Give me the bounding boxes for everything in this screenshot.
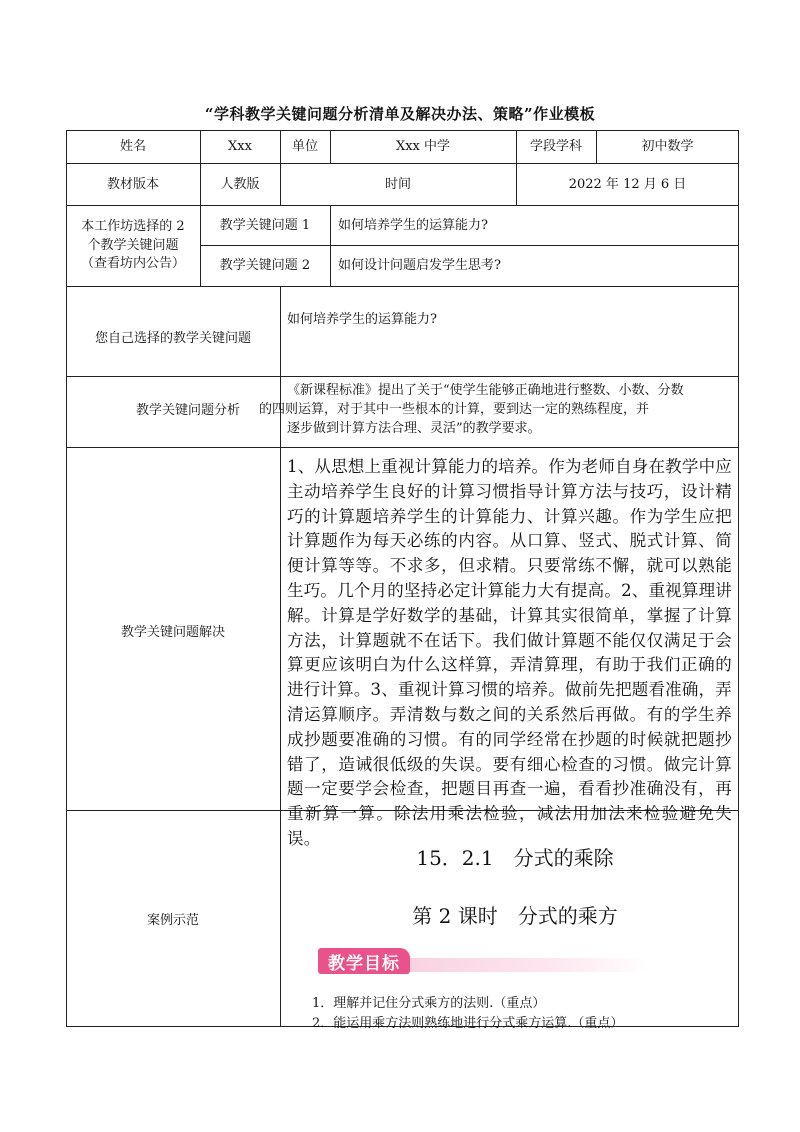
solution-label: 教学关键问题解决 (120, 624, 225, 640)
row-divider (66, 447, 739, 448)
analysis-line: 逐步做到计算方法合理、灵活”的教学要求。 (287, 421, 541, 436)
time-value: 2022 年 12 月 6 日 (568, 176, 687, 192)
name-value: Xxx (228, 138, 252, 154)
analysis-line: 的四则运算，对于其中一些根本的计算，要到达一定的熟练程度，并 (259, 402, 650, 417)
solution-text: 1、从思想上重视计算能力的培养。作为老师自身在教学中应主动培养学生良好的计算习惯指导计算方法与技巧，设计精巧的计算题培养学生的计算能力、计算兴趣。作为学生应把计算题作为每天必练的内容。从口算、竖式、脱式计算、简便计算等等。不求多，但求精。只要常练不懈，就可以熟能生巧。几个月的坚持必定计算能力大有提高。2、重视算理讲解。计算是学好数学的基础，计算其实很简单，掌握了计算方法，计算题就不在话下。我们做计算题不能仅仅满足于会算更应该明白为什么这样算，弄清算理，有助于我们正确的进行计算。3、重视计算习惯的培养。做前先把题看准确，弄清运算顺序。弄清数与数之间的关系然后再做。有的学生养成抄题要准确的习惯。有的同学经常在抄题的时候就把题抄错了，造诫很低级的失误。要有细心检查的习惯。做完计算题一定要学会检查，把题目再查一遍，看看抄准确没有，再重新算一算。除法用乘法检验，减法用加法来检验避免失误。 (287, 457, 732, 848)
col-divider (330, 205, 331, 286)
subject-label: 学段学科 (529, 138, 582, 154)
workshop-label-line: 本工作坊选择的 2 (81, 218, 185, 234)
analysis-line: 《新课程标准》提出了关于“使学生能够正确地进行整数、小数、分数 (287, 383, 684, 398)
edition-value: 人教版 (220, 176, 260, 192)
key-question-1-value: 如何培养学生的运算能力? (338, 217, 488, 233)
key-question-1-label: 教学关键问题 1 (219, 217, 311, 233)
workshop-label (66, 206, 200, 286)
row-divider (66, 376, 739, 377)
workshop-label-line: （查看坊内公告） (80, 256, 185, 272)
edition-label: 教材版本 (106, 176, 159, 192)
row-divider (66, 286, 739, 287)
key-question-2-label: 教学关键问题 2 (219, 257, 311, 273)
own-question-label: 您自己选择的教学关键问题 (94, 330, 251, 346)
case-heading-lesson: 第 2 课时 分式的乘方 (412, 904, 618, 928)
case-label: 案例示范 (146, 912, 199, 928)
col-divider (280, 286, 281, 1027)
banner-label: 教学目标 (318, 948, 410, 974)
teaching-goal-1: 1．理解并记住分式乘方的法则.（重点） (312, 996, 546, 1011)
name-label: 姓名 (119, 138, 146, 154)
analysis-text (259, 381, 732, 438)
time-label: 时间 (384, 176, 411, 192)
unit-value: Xxx 中学 (395, 138, 451, 154)
analysis-label: 教学关键问题分析 (135, 402, 240, 418)
teaching-goals-banner (318, 948, 648, 978)
own-question-value: 如何培养学生的运算能力? (287, 311, 437, 327)
teaching-goal-2: 2．能运用乘方法则熟练地进行分式乘方运算.（重点） (312, 1016, 624, 1031)
case-heading-section: 15．2.1 分式的乘除 (416, 846, 614, 870)
workshop-label-line: 个教学关键问题 (87, 237, 179, 253)
unit-label: 单位 (291, 138, 318, 154)
key-question-2-value: 如何设计问题启发学生思考? (338, 257, 501, 273)
subject-value: 初中数学 (641, 138, 694, 154)
document-title: “学科教学关键问题分析清单及解决办法、策略”作业模板 (204, 105, 596, 123)
